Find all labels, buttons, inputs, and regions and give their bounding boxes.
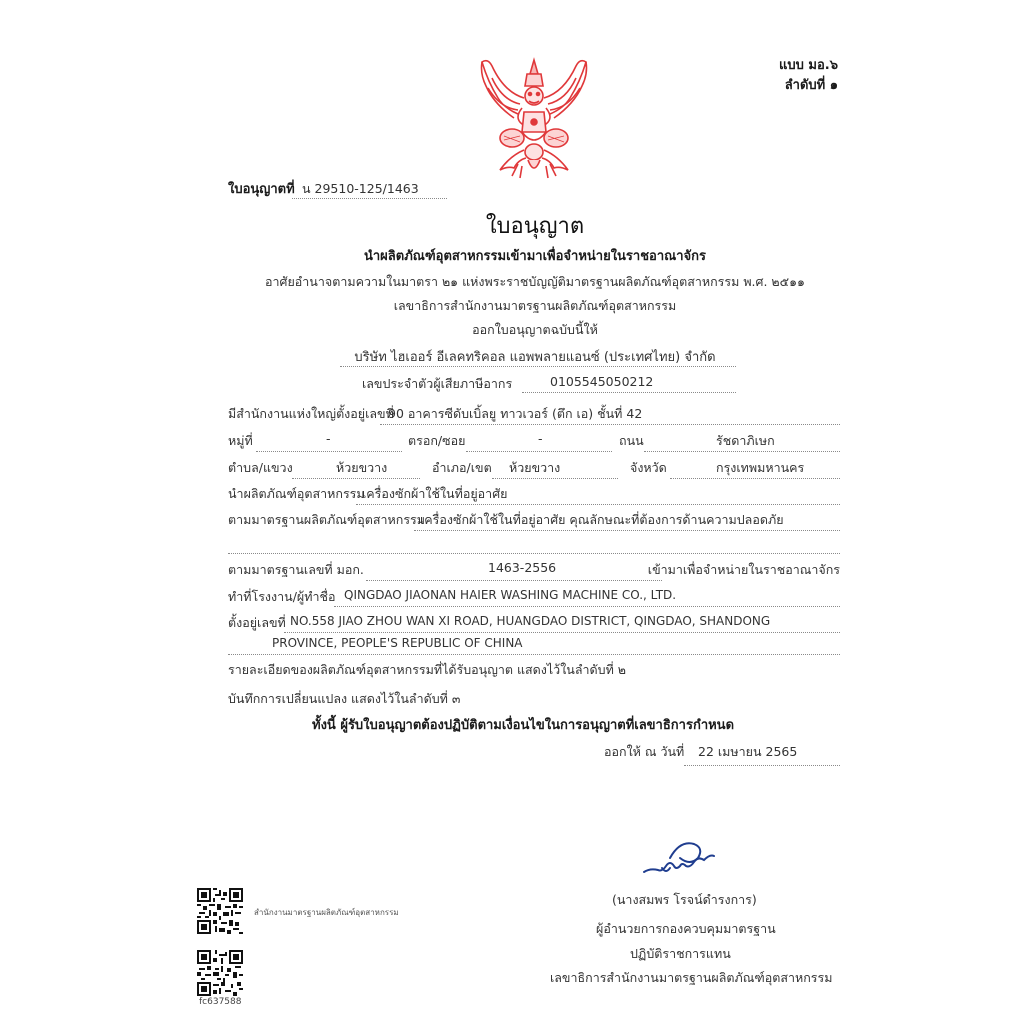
factory-address-label: ตั้งอยู่เลขที่ [228,615,286,630]
soi-label: ตรอก/ซอย [408,433,466,448]
signatory-position: ผู้อำนวยการกองควบคุมมาตรฐาน [596,921,776,936]
head-office-label: มีสำนักงานแห่งใหญ่ตั้งอยู่เลขที่ [228,406,394,421]
condition-note: ทั้งนี้ ผู้รับใบอนุญาตต้องปฏิบัติตามเงื่อนไขในการอนุญาตที่เลขาธิการกำหนด [312,718,735,733]
standard-underline [414,530,840,531]
district-underline [492,478,618,479]
tis-underline [366,580,662,581]
license-no-underline [292,198,447,199]
company-name: บริษัท ไฮเออร์ อีเลคทริคอล แอพพลายแอนซ์ (ประเทศไทย) จำกัด [354,350,716,365]
form-code: แบบ มอ.๖ [779,58,838,73]
soi-underline [466,451,612,452]
factory-address-underline [284,632,840,633]
province-underline [670,478,840,479]
details-note: รายละเอียดของผลิตภัณฑ์อุตสาหกรรมที่ได้รับอนุญาต แสดงไว้ในลำดับที่ ๒ [228,662,627,677]
changes-note: บันทึกการเปลี่ยนแปลง แสดงไว้ในลำดับที่ ๓ [228,691,461,706]
signatory-acting: ปฏิบัติราชการแทน [630,946,731,961]
factory-address-line1: NO.558 JIAO ZHOU WAN XI ROAD, HUANGDAO DISTRICT, QINGDAO, SHANDONG [290,614,771,628]
factory-label: ทำที่โรงงาน/ผู้ทำชื่อ [228,589,336,604]
tax-id-underline [522,392,736,393]
issue-date-label: ออกให้ ณ วันที่ [604,744,685,759]
standard-label: ตามมาตรฐานผลิตภัณฑ์อุตสาหกรรม [228,512,425,527]
head-office-value: 90 อาคารซีดับเบิ้ลยู ทาวเวอร์ (ตึก เอ) ชั้นที่ 42 [388,406,643,421]
issue-date-underline [684,765,840,766]
qr-code-id: fc637588 [199,997,242,1007]
qr-code-bottom [197,950,243,996]
product-label: นำผลิตภัณฑ์อุตสาหกรรม [228,486,365,501]
tax-id-label: เลขประจำตัวผู้เสียภาษีอากร [362,376,513,391]
license-no-value: น 29510-125/1463 [302,181,419,196]
subdistrict-label: ตำบล/แขวง [228,460,293,475]
license-no-label: ใบอนุญาตที่ [228,182,295,197]
standard-underline-2 [228,553,840,554]
tax-id-value: 0105545050212 [550,374,654,389]
moo-value: - [326,431,331,446]
moo-label: หมู่ที่ [228,433,253,448]
tis-label: ตามมาตรฐานเลขที่ มอก. [228,562,364,577]
road-value: รัชดาภิเษก [716,433,775,448]
tis-value: 1463-2556 [488,560,557,575]
qr-code-top [197,888,243,934]
head-office-underline [380,424,840,425]
issue-date-value: 22 เมษายน 2565 [698,744,798,759]
road-underline [644,451,840,452]
issue-to: ออกใบอนุญาตฉบับนี้ให้ [472,322,598,337]
signatory-org: เลขาธิการสำนักงานมาตรฐานผลิตภัณฑ์อุตสาหกรรม [550,970,833,985]
tis-suffix: เข้ามาเพื่อจำหน่ายในราชอาณาจักร [647,562,840,577]
factory-address-line2: PROVINCE, PEOPLE'S REPUBLIC OF CHINA [272,636,523,650]
subdistrict-value: ห้วยขวาง [336,460,388,475]
province-label: จังหวัด [630,460,667,475]
soi-value: - [538,431,543,446]
issuer-line: เลขาธิการสำนักงานมาตรฐานผลิตภัณฑ์อุตสาหกรรม [393,298,677,313]
factory-value: QINGDAO JIAONAN HAIER WASHING MACHINE CO., LTD. [344,588,677,602]
subtitle: นำผลิตภัณฑ์อุตสาหกรรมเข้ามาเพื่อจำหน่ายในราชอาณาจักร [364,249,706,264]
signatory-name: (นางสมพร โรจน์ดำรงการ) [612,892,757,907]
standard-value: เครื่องซักผ้าใช้ในที่อยู่อาศัย คุณลักษณะที่ต้องการด้านความปลอดภัย [420,512,784,527]
factory-underline [334,606,840,607]
road-label: ถนน [619,433,644,448]
product-value: เครื่องซักผ้าใช้ในที่อยู่อาศัย [362,486,508,501]
garuda-emblem [474,52,594,180]
order-number: ลำดับที่ ๑ [784,78,838,93]
product-underline [356,504,840,505]
factory-address-underline-2 [228,654,840,655]
province-value: กรุงเทพมหานคร [716,460,805,475]
district-label: อำเภอ/เขต [432,460,492,475]
moo-underline [256,451,402,452]
qr-caption: สำนักงานมาตรฐานผลิตภัณฑ์อุตสาหกรรม [254,908,399,917]
signature [640,838,720,880]
subdistrict-underline [292,478,420,479]
district-value: ห้วยขวาง [509,460,561,475]
company-underline [340,366,736,367]
authority-line: อาศัยอำนาจตามความในมาตรา ๒๑ แห่งพระราชบัญญัติมาตรฐานผลิตภัณฑ์อุตสาหกรรม พ.ศ. ๒๕๑๑ [265,274,805,289]
page-title: ใบอนุญาต [485,214,585,239]
